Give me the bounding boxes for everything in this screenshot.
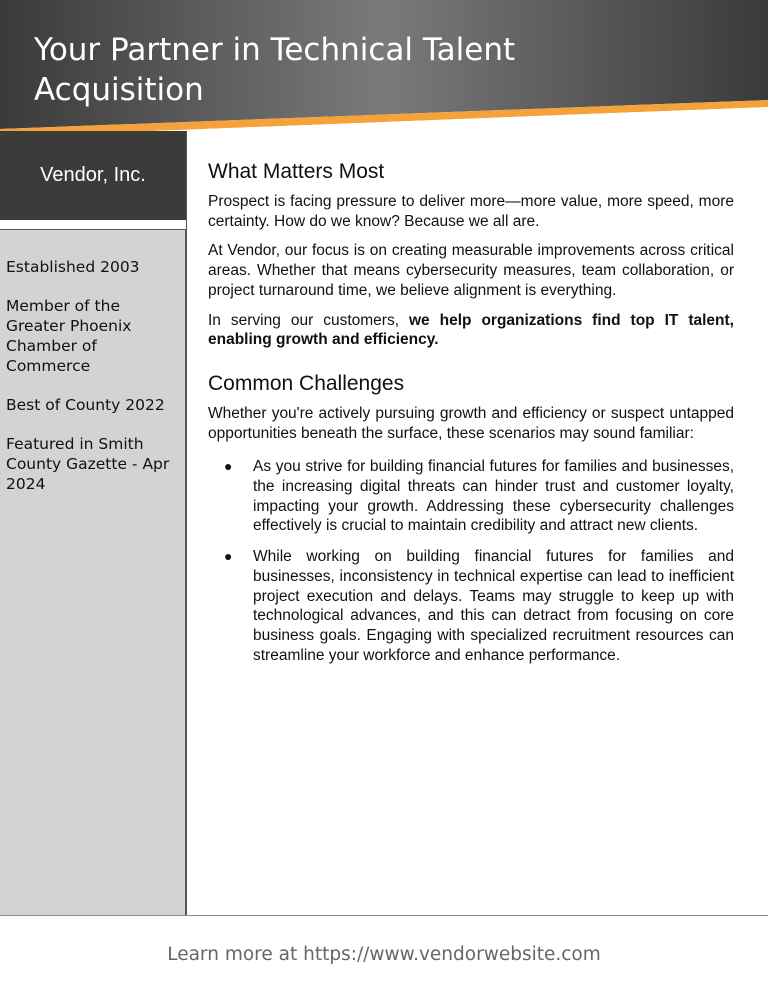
sidebar-fact: Established 2003 bbox=[6, 258, 140, 276]
footer bbox=[0, 944, 768, 965]
main-content bbox=[208, 158, 734, 676]
sidebar-fact: Featured in Smith County Gazette - Apr 2024 bbox=[6, 435, 170, 493]
vendor-name: Vendor, Inc. bbox=[40, 164, 146, 186]
footer-divider bbox=[0, 915, 768, 916]
paragraph: At Vendor, our focus is on creating measurable improvements across critical areas. Whether that means cybersecurity measures, team collaboration, or project turnaround time, we believe alignment is everything. bbox=[208, 242, 734, 299]
list-item-text: While working on building financial futures for families and businesses, inconsistency in technical expertise can lead to inefficient project execution and delays. Teams may struggle to keep up with technological advances, and this can detract from focusing on core business goals. Engaging with specialized recruitment resources can streamline your workforce and enhance performance. bbox=[253, 548, 734, 664]
vertical-divider bbox=[186, 131, 187, 916]
sidebar bbox=[0, 229, 186, 915]
section-heading-what-matters: What Matters Most bbox=[208, 160, 385, 183]
list-item bbox=[208, 457, 734, 536]
paragraph-lead: In serving our customers, bbox=[208, 311, 409, 329]
page-title: Your Partner in Technical Talent Acquisition bbox=[34, 32, 516, 108]
bullet-icon: ● bbox=[224, 458, 233, 475]
sidebar-fact: Best of County 2022 bbox=[6, 396, 165, 414]
footer-link-text[interactable]: Learn more at https://www.vendorwebsite.com bbox=[167, 944, 601, 965]
header-banner bbox=[0, 0, 768, 140]
list-item-text: As you strive for building financial futures for families and businesses, the increasing digital threats can hinder trust and customer loyalty, impacting your growth. Addressing these cybersecurity challenges effectively is crucial to maintain credibility and attract new clients. bbox=[253, 458, 734, 535]
paragraph: Whether you're actively pursuing growth and efficiency or suspect untapped opportunities beneath the surface, these scenarios may sound familiar: bbox=[208, 404, 734, 442]
challenges-list bbox=[208, 457, 734, 665]
bullet-icon: ● bbox=[224, 548, 233, 565]
paragraph-highlight bbox=[208, 311, 734, 350]
paragraph: Prospect is facing pressure to deliver more—more value, more speed, more certainty. How do we know? Because we all are. bbox=[208, 193, 734, 230]
paragraph-bold: we help organizations find top IT talent, enabling growth and efficiency. bbox=[208, 311, 734, 349]
section-heading-challenges: Common Challenges bbox=[208, 371, 405, 395]
common-challenges-section bbox=[208, 370, 734, 665]
sidebar-fact: Member of the Greater Phoenix Chamber of Commerce bbox=[6, 297, 132, 375]
list-item bbox=[208, 547, 734, 665]
vendor-name-block bbox=[0, 131, 186, 220]
